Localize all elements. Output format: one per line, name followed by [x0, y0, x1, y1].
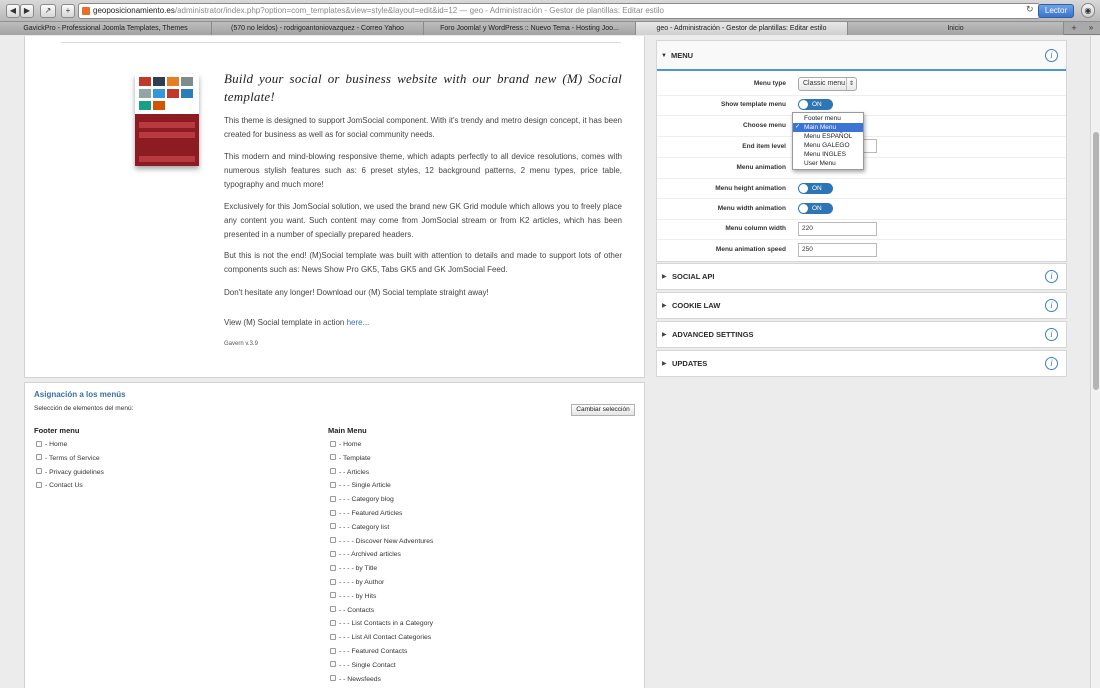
menu-item-row	[330, 661, 396, 671]
view-in-action-line	[224, 316, 622, 330]
select-arrows-icon: ⇕	[846, 78, 856, 90]
menu-item-row	[330, 537, 433, 547]
url-path: /administrator/index.php?option=com_templates&view=style&layout=edit&id=12	[174, 6, 458, 15]
version-label: Gavern v.3.9	[224, 341, 258, 347]
description-paragraph: Exclusively for this JomSocial solution, we used the brand new GK Grid module which allows you to freely place any content you want. Such content may come from JomSocial stream or from K2 articles, which has been presented in a number of specially prepared headers.	[224, 202, 622, 239]
menu-item-row	[330, 468, 369, 478]
info-icon[interactable]: i	[1045, 357, 1058, 370]
description-paragraph: Don't hesitate any longer! Download our (M) Social template straight away!	[224, 288, 489, 297]
divider	[657, 95, 1066, 96]
menu-item-row	[36, 468, 104, 478]
section-title: COOKIE LAW	[672, 301, 721, 310]
download-icon[interactable]: ◉	[1081, 3, 1095, 18]
browser-toolbar	[0, 0, 1100, 22]
menu-item-checkbox[interactable]	[330, 537, 336, 543]
menu-type-label: Menu type	[753, 80, 786, 87]
here-link[interactable]: here	[346, 318, 363, 327]
show-template-menu-toggle[interactable]	[798, 99, 833, 110]
cookie-law-section[interactable]	[656, 292, 1067, 319]
description-paragraph: This modern and mind-blowing responsive theme, which adapts perfectly to all device resolutions, comes with numerous stylish features such as: 6 preset styles, 12 background patterns, 2 menu types, price table, typography and much more!	[224, 152, 622, 189]
tab-yahoo-mail[interactable]: (570 no leídos) - rodrigoantoniovazquez - Correo Yahoo	[212, 22, 424, 35]
menu-item-checkbox[interactable]	[36, 482, 42, 488]
end-item-level-label: End item level	[742, 143, 786, 150]
menu-animation-speed-label: Menu animation speed	[715, 246, 786, 253]
tab-joomla-forum[interactable]: Foro Joomla! y WordPress :: Nuevo Tema - Hosting Joo...	[424, 22, 636, 35]
menu-item-checkbox[interactable]	[330, 454, 336, 460]
menu-item-label: - Home	[339, 441, 362, 448]
assignment-subtitle: Selección de elementos del menú:	[34, 405, 134, 412]
menu-section-title: MENU	[671, 51, 694, 60]
menu-item-label: - - - Category blog	[339, 496, 394, 504]
template-description-panel	[24, 36, 645, 378]
share-icon[interactable]: ↗	[40, 4, 56, 18]
menu-column-width-input[interactable]: 220	[798, 222, 877, 236]
section-title: UPDATES	[672, 359, 708, 368]
menu-width-animation-label: Menu width animation	[717, 205, 786, 212]
advanced-settings-section[interactable]	[656, 321, 1067, 348]
menu-animation-speed-input[interactable]: 250	[798, 243, 877, 257]
menu-item-checkbox[interactable]	[330, 675, 336, 681]
menu-item-checkbox[interactable]	[36, 441, 42, 447]
footer-menu-title: Footer menu	[34, 426, 80, 435]
dropdown-option-menu-espanol[interactable]: Menu ESPAÑOL	[804, 133, 853, 140]
menu-item-row	[330, 675, 381, 685]
assignment-title: Asignación a los menús	[34, 390, 126, 399]
toggle-knob	[799, 204, 808, 213]
menu-item-row	[330, 578, 384, 588]
menu-item-checkbox[interactable]	[330, 468, 336, 474]
scrollbar-thumb[interactable]	[1093, 132, 1099, 390]
menu-type-select[interactable]	[798, 77, 857, 91]
forward-arrow-icon[interactable]: ▶	[20, 4, 34, 18]
divider	[657, 239, 1066, 240]
menu-section-header[interactable]	[657, 41, 1066, 71]
menu-item-label: - Contact Us	[45, 482, 83, 490]
caret-right-icon: ▶	[662, 332, 667, 338]
menu-item-label: - - Newsfeeds	[339, 675, 381, 683]
divider	[657, 219, 1066, 220]
back-arrow-icon[interactable]: ◀	[6, 4, 20, 18]
reload-icon[interactable]: ↻	[1026, 4, 1034, 14]
tab-gavickpro[interactable]: GavickPro - Professional Joomla Templates, Themes	[0, 22, 212, 35]
menu-item-checkbox[interactable]	[330, 606, 336, 612]
menu-item-row	[330, 495, 394, 505]
menu-item-label: - - - Archived articles	[339, 551, 401, 559]
menu-item-checkbox[interactable]	[330, 523, 336, 529]
menu-item-row	[330, 619, 433, 629]
menu-item-label: - - - Category list	[339, 523, 390, 531]
menu-item-label: - - - Single Article	[339, 482, 391, 490]
info-icon[interactable]: i	[1045, 270, 1058, 283]
menu-item-checkbox[interactable]	[330, 496, 336, 502]
divider	[657, 198, 1066, 199]
change-selection-button[interactable]: Cambiar selección	[571, 404, 635, 416]
choose-menu-dropdown[interactable]	[792, 112, 864, 170]
choose-menu-label: Choose menu	[743, 122, 786, 129]
new-tab-icon[interactable]: +	[1071, 23, 1077, 33]
section-title: ADVANCED SETTINGS	[672, 330, 754, 339]
menu-item-row	[330, 523, 389, 533]
menu-item-label: - Terms of Service	[45, 454, 100, 462]
caret-down-icon: ▼	[661, 53, 667, 59]
menu-item-row	[330, 606, 374, 616]
menu-item-row	[330, 440, 361, 450]
info-icon[interactable]: i	[1045, 328, 1058, 341]
menu-item-checkbox[interactable]	[330, 579, 336, 585]
page-title: — geo - Administración - Gestor de plantillas: Editar estilo	[457, 6, 664, 15]
caret-right-icon: ▶	[662, 274, 667, 280]
menu-item-label: - - Articles	[339, 468, 370, 476]
menu-item-label: - Home	[45, 441, 68, 448]
menu-item-label: - - - Featured Articles	[339, 510, 403, 517]
menu-item-checkbox[interactable]	[330, 482, 336, 488]
menu-item-checkbox[interactable]	[330, 551, 336, 557]
social-api-section[interactable]	[656, 263, 1067, 290]
menu-item-row	[330, 550, 401, 560]
menu-assignment-panel	[24, 382, 645, 688]
toggle-on-label: ON	[812, 205, 822, 212]
menu-height-animation-toggle[interactable]	[798, 183, 833, 194]
menu-item-checkbox[interactable]	[36, 454, 42, 460]
menu-item-label: - - - - by Hits	[339, 592, 377, 600]
menu-item-label: - - Contacts	[339, 606, 375, 614]
menu-type-value: Classic menu	[803, 80, 846, 87]
template-thumbnail	[135, 74, 199, 166]
menu-item-row	[330, 592, 376, 602]
page-scrollbar[interactable]	[1090, 36, 1100, 688]
section-title: SOCIAL API	[672, 272, 715, 281]
menu-item-row	[330, 454, 371, 464]
menu-item-label: - - - Single Contact	[339, 661, 396, 669]
dropdown-option-label: Main Menu	[804, 124, 837, 131]
tab-inicio[interactable]: Inicio	[848, 22, 1064, 35]
menu-item-label: - - - - Discover New Adventures	[339, 537, 434, 545]
tab-geo-admin[interactable]: geo - Administración - Gestor de plantillas: Editar estilo	[636, 22, 848, 35]
menu-item-checkbox[interactable]	[330, 592, 336, 598]
toggle-knob	[799, 184, 808, 193]
checkmark-icon: ✓	[795, 124, 801, 130]
menu-item-checkbox[interactable]	[330, 565, 336, 571]
divider	[61, 42, 621, 43]
tab-bar	[0, 22, 1100, 35]
menu-item-label: - - - List Contacts in a Category	[339, 620, 434, 628]
dropdown-option-main-menu[interactable]	[793, 123, 863, 132]
reader-button[interactable]: Lector	[1038, 4, 1074, 18]
menu-settings-card	[656, 40, 1067, 262]
menu-item-checkbox[interactable]	[330, 648, 336, 654]
dropdown-option-menu-galego[interactable]: Menu GALEGO	[804, 142, 850, 149]
menu-item-label: - - - - by Title	[339, 565, 378, 573]
menu-item-row	[330, 481, 391, 491]
menu-item-checkbox[interactable]	[330, 441, 336, 447]
menu-item-row	[330, 564, 377, 574]
toggle-on-label: ON	[812, 101, 822, 108]
menu-animation-label: Menu animation	[736, 164, 786, 171]
show-template-menu-label: Show template menu	[720, 101, 786, 108]
menu-item-label: - Privacy guidelines	[45, 468, 104, 476]
menu-item-row	[36, 440, 67, 450]
menu-item-checkbox[interactable]	[330, 634, 336, 640]
menu-item-checkbox[interactable]	[330, 661, 336, 667]
menu-height-animation-label: Menu height animation	[715, 185, 786, 192]
caret-right-icon: ▶	[662, 303, 667, 309]
toggle-on-label: ON	[812, 185, 822, 192]
menu-item-label: - Template	[339, 454, 371, 462]
menu-item-checkbox[interactable]	[330, 620, 336, 626]
menu-item-row	[330, 647, 407, 657]
menu-item-label: - - - Featured Contacts	[339, 648, 408, 655]
page-content	[0, 36, 1090, 688]
menu-item-checkbox[interactable]	[330, 510, 336, 516]
description-paragraph: This theme is designed to support JomSocial component. With it's trendy and metro design concept, it has been created for business as well as for social community needs.	[224, 116, 622, 139]
menu-item-row	[36, 454, 100, 464]
dropdown-option-menu-ingles[interactable]: Menu INGLES	[804, 151, 846, 158]
menu-item-row	[330, 633, 431, 643]
view-suffix: ...	[362, 318, 370, 327]
toggle-knob	[799, 100, 808, 109]
menu-item-label: - - - List All Contact Categories	[339, 634, 432, 642]
favicon	[82, 7, 90, 15]
description-paragraph: But this is not the end! (M)Social template was built with attention to details and made to support lots of other components such as: News Show Pro GK5, Tabs GK5 and GK JomSocial Feed.	[224, 251, 622, 274]
menu-width-animation-toggle[interactable]	[798, 203, 833, 214]
address-bar[interactable]	[78, 3, 1040, 19]
view-prefix: View (M) Social template in action	[224, 318, 347, 327]
url-host: geoposicionamiento.es	[93, 6, 175, 15]
description-headline: Build your social or business website with our brand new (M) Social template!	[224, 71, 622, 104]
dropdown-option-footer-menu[interactable]: Footer menu	[804, 115, 841, 122]
divider	[657, 178, 1066, 179]
menu-item-row	[330, 509, 402, 519]
menu-item-checkbox[interactable]	[36, 468, 42, 474]
info-icon[interactable]: i	[1045, 49, 1058, 62]
menu-item-label: - - - - by Author	[339, 579, 385, 586]
tab-overflow-icon[interactable]: »	[1088, 23, 1094, 32]
info-icon[interactable]: i	[1045, 299, 1058, 312]
dropdown-option-user-menu[interactable]: User Menu	[804, 160, 836, 167]
main-menu-title: Main Menu	[328, 426, 367, 435]
menu-item-row	[36, 481, 83, 491]
updates-section[interactable]	[656, 350, 1067, 377]
plus-icon[interactable]: +	[61, 4, 75, 18]
caret-right-icon: ▶	[662, 361, 667, 367]
menu-column-width-label: Menu column width	[725, 225, 786, 232]
